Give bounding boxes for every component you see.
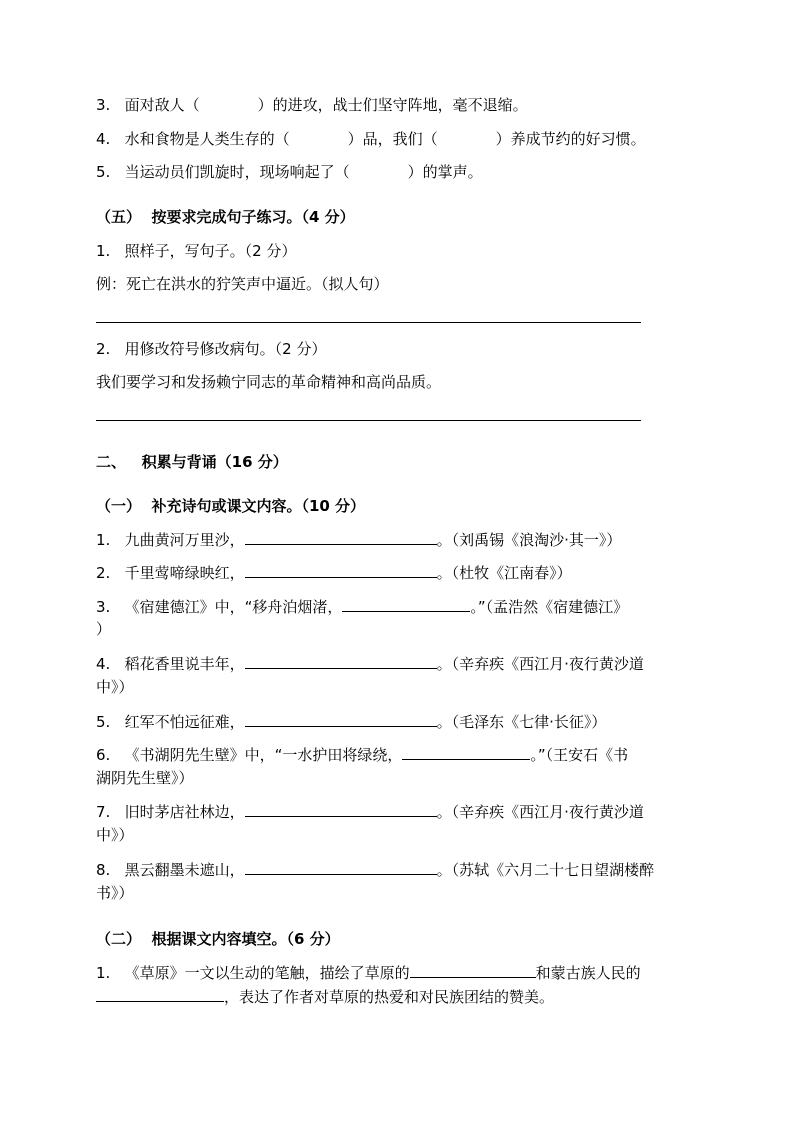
poem-item-8 — [96, 860, 654, 879]
question-text: 旧时茅店社林边， — [124, 803, 245, 821]
poem-item-4 — [96, 654, 644, 673]
question-4 — [96, 130, 646, 148]
question-3 — [96, 96, 528, 114]
answer-line[interactable] — [96, 322, 641, 323]
content-item-1 — [96, 963, 641, 982]
question-text: 红军不怕远征难， — [124, 713, 245, 731]
question-text: 当运动员们凯旋时，现场响起了（ — [124, 163, 350, 181]
answer-blank[interactable] — [245, 860, 437, 875]
question-text: 《草原》一文以生动的笔触，描绘了草原的 — [124, 964, 410, 982]
question-number: 1. — [96, 964, 111, 982]
sentence-task-1 — [96, 242, 296, 260]
question-text: 。”（孟浩然《宿建德江》 — [470, 598, 629, 616]
question-text: 九曲黄河万里沙， — [124, 531, 245, 549]
question-number: 4. — [96, 655, 111, 673]
poem-item-3 — [96, 597, 628, 616]
question-text: 水和食物是人类生存的（ — [124, 130, 290, 148]
poem-item-6 — [96, 745, 628, 764]
poem-item-7-cont: 中》） — [96, 826, 134, 844]
question-number: 3. — [96, 96, 111, 114]
question-number: 8. — [96, 861, 111, 879]
poem-item-6-cont: 湖阴先生壁》） — [96, 769, 194, 787]
answer-line[interactable] — [96, 420, 641, 421]
question-text: 稻花香里说丰年， — [124, 655, 245, 673]
question-5 — [96, 163, 483, 181]
faulty-sentence: 我们要学习和发扬赖宁同志的革命精神和高尚品质。 — [96, 373, 442, 391]
poem-item-4-cont: 中》） — [96, 678, 134, 696]
question-number: 7. — [96, 803, 111, 821]
answer-blank[interactable] — [402, 745, 530, 760]
question-text: ，表达了作者对草原的热爱和对民族团结的赞美。 — [224, 988, 555, 1006]
question-text: 。（杜牧《江南春》） — [436, 564, 572, 582]
poem-item-3-cont: ） — [96, 620, 112, 638]
question-text: 照样子，写句子。（2 分） — [124, 242, 297, 260]
poem-item-8-cont: 书》） — [96, 884, 134, 902]
sentence-task-2 — [96, 340, 326, 358]
question-number: 1. — [96, 242, 111, 260]
question-number: 2. — [96, 340, 111, 358]
question-text: 和蒙古族人民的 — [535, 964, 641, 982]
question-text: 用修改符号修改病句。（2 分） — [124, 340, 327, 358]
question-text: 。（辛弃疾《西江月·夜行黄沙道 — [436, 803, 644, 821]
answer-blank[interactable] — [245, 654, 437, 669]
question-number: 3. — [96, 598, 111, 616]
question-text: 。（辛弃疾《西江月·夜行黄沙道 — [436, 655, 644, 673]
poem-item-5 — [96, 712, 606, 731]
answer-blank[interactable] — [245, 530, 437, 545]
poem-item-2 — [96, 563, 572, 582]
question-text: 《宿建德江》中，“移舟泊烟渚， — [124, 598, 343, 616]
section-2-heading: 二、 积累与背诵（16 分） — [96, 453, 288, 471]
poem-item-7 — [96, 802, 644, 821]
content-item-1-cont — [96, 987, 554, 1006]
question-number: 5. — [96, 713, 111, 731]
question-text: ）的掌声。 — [407, 163, 483, 181]
example-sentence: 例：死亡在洪水的狞笑声中逼近。（拟人句） — [96, 275, 389, 293]
poem-item-1 — [96, 530, 621, 549]
question-text: ）的进攻，战士们坚守阵地，毫不退缩。 — [257, 96, 528, 114]
question-number: 1. — [96, 531, 111, 549]
question-text: 面对敌人（ — [124, 96, 200, 114]
question-text: 千里莺啼绿映红， — [124, 564, 245, 582]
subsection-1-heading: （一） 补充诗句或课文内容。（10 分） — [96, 497, 366, 515]
answer-blank[interactable] — [342, 597, 470, 612]
section-5-heading: （五） 按要求完成句子练习。（4 分） — [96, 208, 355, 226]
question-text: 。（刘禹锡《浪淘沙·其一》） — [436, 531, 622, 549]
answer-blank[interactable] — [96, 987, 224, 1002]
answer-blank[interactable] — [245, 563, 437, 578]
question-number: 4. — [96, 130, 111, 148]
question-text: ）养成节约的好习惯。 — [495, 130, 646, 148]
question-number: 6. — [96, 746, 111, 764]
question-number: 2. — [96, 564, 111, 582]
question-text: 黑云翻墨未遮山， — [124, 861, 245, 879]
question-text: 。（毛泽东《七律·长征》） — [436, 713, 607, 731]
question-text: 。”（王安石《书 — [530, 746, 629, 764]
answer-blank[interactable] — [245, 802, 437, 817]
subsection-2-heading: （二） 根据课文内容填空。（6 分） — [96, 930, 340, 948]
question-number: 5. — [96, 163, 111, 181]
question-text: 。（苏轼《六月二十七日望湖楼醉 — [436, 861, 655, 879]
question-text: 《书湖阴先生壁》中，“一水护田将绿绕， — [124, 746, 403, 764]
question-text: ）品，我们（ — [347, 130, 438, 148]
answer-blank[interactable] — [245, 712, 437, 727]
answer-blank[interactable] — [410, 963, 536, 978]
